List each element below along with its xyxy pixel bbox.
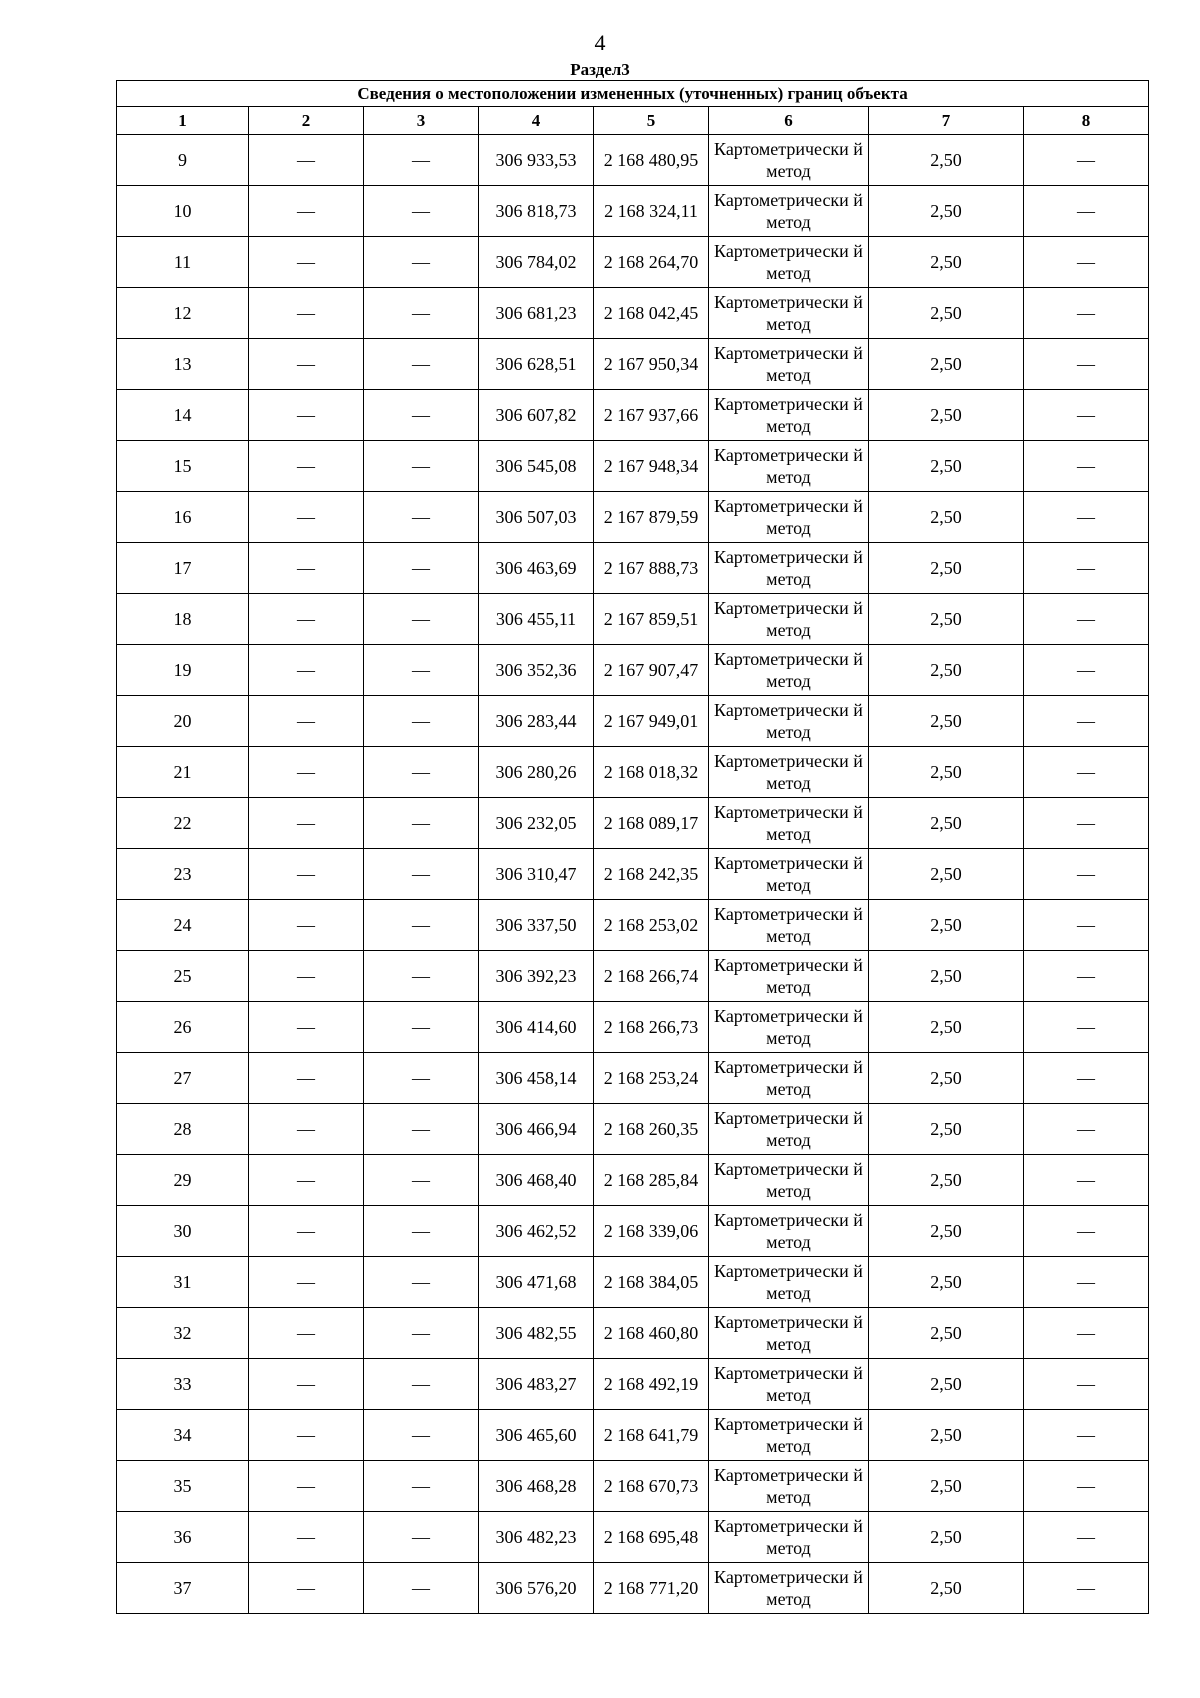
dash-cell: —	[1024, 900, 1149, 951]
point-number-cell: 21	[117, 747, 249, 798]
accuracy-cell: 2,50	[869, 747, 1024, 798]
dash-cell: —	[364, 1002, 479, 1053]
accuracy-cell: 2,50	[869, 849, 1024, 900]
x-coordinate-cell: 306 310,47	[479, 849, 594, 900]
column-number: 1	[117, 107, 249, 135]
method-cell: Картометрически й метод	[709, 1206, 869, 1257]
method-cell: Картометрически й метод	[709, 1257, 869, 1308]
dash-cell: —	[364, 390, 479, 441]
dash-cell: —	[1024, 1104, 1149, 1155]
point-number-cell: 12	[117, 288, 249, 339]
accuracy-cell: 2,50	[869, 339, 1024, 390]
method-cell: Картометрически й метод	[709, 339, 869, 390]
dash-cell: —	[249, 696, 364, 747]
dash-cell: —	[1024, 237, 1149, 288]
point-number-cell: 30	[117, 1206, 249, 1257]
point-number-cell: 36	[117, 1512, 249, 1563]
point-number-cell: 16	[117, 492, 249, 543]
dash-cell: —	[1024, 1308, 1149, 1359]
dash-cell: —	[1024, 543, 1149, 594]
y-coordinate-cell: 2 168 460,80	[594, 1308, 709, 1359]
x-coordinate-cell: 306 414,60	[479, 1002, 594, 1053]
y-coordinate-cell: 2 168 670,73	[594, 1461, 709, 1512]
point-number-cell: 35	[117, 1461, 249, 1512]
y-coordinate-cell: 2 167 879,59	[594, 492, 709, 543]
point-number-cell: 11	[117, 237, 249, 288]
x-coordinate-cell: 306 468,40	[479, 1155, 594, 1206]
table-row	[117, 645, 1149, 696]
x-coordinate-cell: 306 352,36	[479, 645, 594, 696]
dash-cell: —	[364, 849, 479, 900]
table-row	[117, 1461, 1149, 1512]
table-row	[117, 1155, 1149, 1206]
point-number-cell: 17	[117, 543, 249, 594]
point-number-cell: 29	[117, 1155, 249, 1206]
column-number: 7	[869, 107, 1024, 135]
y-coordinate-cell: 2 168 089,17	[594, 798, 709, 849]
x-coordinate-cell: 306 507,03	[479, 492, 594, 543]
dash-cell: —	[249, 288, 364, 339]
dash-cell: —	[249, 1512, 364, 1563]
accuracy-cell: 2,50	[869, 798, 1024, 849]
accuracy-cell: 2,50	[869, 1155, 1024, 1206]
x-coordinate-cell: 306 471,68	[479, 1257, 594, 1308]
table-row	[117, 747, 1149, 798]
table-row	[117, 849, 1149, 900]
x-coordinate-cell: 306 337,50	[479, 900, 594, 951]
dash-cell: —	[364, 492, 479, 543]
y-coordinate-cell: 2 167 949,01	[594, 696, 709, 747]
accuracy-cell: 2,50	[869, 1206, 1024, 1257]
dash-cell: —	[249, 1410, 364, 1461]
dash-cell: —	[364, 1053, 479, 1104]
accuracy-cell: 2,50	[869, 645, 1024, 696]
dash-cell: —	[1024, 594, 1149, 645]
dash-cell: —	[364, 237, 479, 288]
method-cell: Картометрически й метод	[709, 390, 869, 441]
table-row	[117, 1410, 1149, 1461]
column-number-row	[117, 107, 1149, 135]
table-row	[117, 798, 1149, 849]
dash-cell: —	[1024, 951, 1149, 1002]
table-row	[117, 441, 1149, 492]
method-cell: Картометрически й метод	[709, 1359, 869, 1410]
y-coordinate-cell: 2 168 253,02	[594, 900, 709, 951]
table-row	[117, 1104, 1149, 1155]
dash-cell: —	[1024, 135, 1149, 186]
dash-cell: —	[249, 1461, 364, 1512]
accuracy-cell: 2,50	[869, 288, 1024, 339]
x-coordinate-cell: 306 462,52	[479, 1206, 594, 1257]
dash-cell: —	[249, 1308, 364, 1359]
dash-cell: —	[364, 543, 479, 594]
dash-cell: —	[364, 1410, 479, 1461]
dash-cell: —	[249, 186, 364, 237]
y-coordinate-cell: 2 168 018,32	[594, 747, 709, 798]
point-number-cell: 9	[117, 135, 249, 186]
method-cell: Картометрически й метод	[709, 1053, 869, 1104]
column-number: 3	[364, 107, 479, 135]
table-row	[117, 1002, 1149, 1053]
point-number-cell: 13	[117, 339, 249, 390]
x-coordinate-cell: 306 466,94	[479, 1104, 594, 1155]
table-row	[117, 1563, 1149, 1614]
y-coordinate-cell: 2 167 907,47	[594, 645, 709, 696]
x-coordinate-cell: 306 628,51	[479, 339, 594, 390]
dash-cell: —	[249, 594, 364, 645]
dash-cell: —	[249, 1257, 364, 1308]
dash-cell: —	[364, 1206, 479, 1257]
x-coordinate-cell: 306 280,26	[479, 747, 594, 798]
method-cell: Картометрически й метод	[709, 1308, 869, 1359]
page-number: 4	[594, 30, 606, 55]
method-cell: Картометрически й метод	[709, 1512, 869, 1563]
point-number-cell: 19	[117, 645, 249, 696]
y-coordinate-cell: 2 168 324,11	[594, 186, 709, 237]
table-row	[117, 594, 1149, 645]
y-coordinate-cell: 2 168 480,95	[594, 135, 709, 186]
point-number-cell: 27	[117, 1053, 249, 1104]
x-coordinate-cell: 306 482,55	[479, 1308, 594, 1359]
dash-cell: —	[249, 900, 364, 951]
accuracy-cell: 2,50	[869, 1359, 1024, 1410]
dash-cell: —	[1024, 747, 1149, 798]
point-number-cell: 23	[117, 849, 249, 900]
table-row	[117, 696, 1149, 747]
y-coordinate-cell: 2 168 266,73	[594, 1002, 709, 1053]
dash-cell: —	[364, 186, 479, 237]
method-cell: Картометрически й метод	[709, 288, 869, 339]
y-coordinate-cell: 2 168 695,48	[594, 1512, 709, 1563]
dash-cell: —	[1024, 1155, 1149, 1206]
dash-cell: —	[364, 441, 479, 492]
accuracy-cell: 2,50	[869, 696, 1024, 747]
x-coordinate-cell: 306 392,23	[479, 951, 594, 1002]
dash-cell: —	[1024, 1461, 1149, 1512]
dash-cell: —	[1024, 1410, 1149, 1461]
dash-cell: —	[1024, 1206, 1149, 1257]
table-row	[117, 1308, 1149, 1359]
x-coordinate-cell: 306 468,28	[479, 1461, 594, 1512]
dash-cell: —	[249, 135, 364, 186]
accuracy-cell: 2,50	[869, 543, 1024, 594]
accuracy-cell: 2,50	[869, 1002, 1024, 1053]
table-row	[117, 135, 1149, 186]
dash-cell: —	[1024, 339, 1149, 390]
dash-cell: —	[249, 543, 364, 594]
x-coordinate-cell: 306 483,27	[479, 1359, 594, 1410]
x-coordinate-cell: 306 607,82	[479, 390, 594, 441]
point-number-cell: 20	[117, 696, 249, 747]
table-row	[117, 237, 1149, 288]
method-cell: Картометрически й метод	[709, 1155, 869, 1206]
dash-cell: —	[249, 645, 364, 696]
dash-cell: —	[364, 1104, 479, 1155]
dash-cell: —	[364, 1155, 479, 1206]
y-coordinate-cell: 2 168 253,24	[594, 1053, 709, 1104]
x-coordinate-cell: 306 283,44	[479, 696, 594, 747]
y-coordinate-cell: 2 168 266,74	[594, 951, 709, 1002]
table-row	[117, 390, 1149, 441]
x-coordinate-cell: 306 933,53	[479, 135, 594, 186]
method-cell: Картометрически й метод	[709, 951, 869, 1002]
accuracy-cell: 2,50	[869, 1512, 1024, 1563]
method-cell: Картометрически й метод	[709, 849, 869, 900]
table-row	[117, 186, 1149, 237]
table-row	[117, 543, 1149, 594]
point-number-cell: 15	[117, 441, 249, 492]
y-coordinate-cell: 2 168 285,84	[594, 1155, 709, 1206]
dash-cell: —	[364, 798, 479, 849]
dash-cell: —	[364, 594, 479, 645]
accuracy-cell: 2,50	[869, 1410, 1024, 1461]
table-row	[117, 1206, 1149, 1257]
dash-cell: —	[364, 645, 479, 696]
point-number-cell: 22	[117, 798, 249, 849]
method-cell: Картометрически й метод	[709, 1104, 869, 1155]
accuracy-cell: 2,50	[869, 441, 1024, 492]
section-title: Раздел3	[570, 60, 630, 79]
dash-cell: —	[364, 1563, 479, 1614]
dash-cell: —	[364, 135, 479, 186]
accuracy-cell: 2,50	[869, 1308, 1024, 1359]
dash-cell: —	[1024, 1257, 1149, 1308]
table-row	[117, 1359, 1149, 1410]
column-number: 2	[249, 107, 364, 135]
y-coordinate-cell: 2 167 948,34	[594, 441, 709, 492]
dash-cell: —	[249, 339, 364, 390]
dash-cell: —	[1024, 1359, 1149, 1410]
x-coordinate-cell: 306 455,11	[479, 594, 594, 645]
method-cell: Картометрически й метод	[709, 1461, 869, 1512]
method-cell: Картометрически й метод	[709, 645, 869, 696]
dash-cell: —	[364, 339, 479, 390]
coordinates-table	[116, 80, 1149, 1614]
dash-cell: —	[1024, 1563, 1149, 1614]
method-cell: Картометрически й метод	[709, 186, 869, 237]
dash-cell: —	[249, 1359, 364, 1410]
accuracy-cell: 2,50	[869, 492, 1024, 543]
accuracy-cell: 2,50	[869, 237, 1024, 288]
dash-cell: —	[249, 441, 364, 492]
accuracy-cell: 2,50	[869, 135, 1024, 186]
dash-cell: —	[249, 1053, 364, 1104]
table-row	[117, 339, 1149, 390]
point-number-cell: 28	[117, 1104, 249, 1155]
table-row	[117, 288, 1149, 339]
column-number: 8	[1024, 107, 1149, 135]
point-number-cell: 26	[117, 1002, 249, 1053]
accuracy-cell: 2,50	[869, 1461, 1024, 1512]
accuracy-cell: 2,50	[869, 1563, 1024, 1614]
y-coordinate-cell: 2 168 260,35	[594, 1104, 709, 1155]
dash-cell: —	[249, 951, 364, 1002]
method-cell: Картометрически й метод	[709, 492, 869, 543]
y-coordinate-cell: 2 168 771,20	[594, 1563, 709, 1614]
table-row	[117, 492, 1149, 543]
dash-cell: —	[364, 900, 479, 951]
x-coordinate-cell: 306 463,69	[479, 543, 594, 594]
method-cell: Картометрически й метод	[709, 1002, 869, 1053]
dash-cell: —	[1024, 1512, 1149, 1563]
accuracy-cell: 2,50	[869, 186, 1024, 237]
table-row	[117, 900, 1149, 951]
method-cell: Картометрически й метод	[709, 747, 869, 798]
table-row	[117, 951, 1149, 1002]
method-cell: Картометрически й метод	[709, 237, 869, 288]
accuracy-cell: 2,50	[869, 1257, 1024, 1308]
y-coordinate-cell: 2 168 042,45	[594, 288, 709, 339]
x-coordinate-cell: 306 818,73	[479, 186, 594, 237]
table-row	[117, 1053, 1149, 1104]
dash-cell: —	[1024, 186, 1149, 237]
point-number-cell: 25	[117, 951, 249, 1002]
x-coordinate-cell: 306 681,23	[479, 288, 594, 339]
dash-cell: —	[1024, 441, 1149, 492]
point-number-cell: 24	[117, 900, 249, 951]
y-coordinate-cell: 2 168 242,35	[594, 849, 709, 900]
method-cell: Картометрически й метод	[709, 798, 869, 849]
dash-cell: —	[249, 747, 364, 798]
point-number-cell: 10	[117, 186, 249, 237]
dash-cell: —	[1024, 492, 1149, 543]
point-number-cell: 18	[117, 594, 249, 645]
dash-cell: —	[249, 1563, 364, 1614]
accuracy-cell: 2,50	[869, 594, 1024, 645]
dash-cell: —	[364, 1308, 479, 1359]
dash-cell: —	[249, 1155, 364, 1206]
dash-cell: —	[1024, 1002, 1149, 1053]
table-body	[117, 135, 1149, 1614]
column-number: 5	[594, 107, 709, 135]
table-row	[117, 1257, 1149, 1308]
y-coordinate-cell: 2 168 264,70	[594, 237, 709, 288]
dash-cell: —	[364, 1512, 479, 1563]
dash-cell: —	[249, 1206, 364, 1257]
column-number: 6	[709, 107, 869, 135]
y-coordinate-cell: 2 167 950,34	[594, 339, 709, 390]
dash-cell: —	[1024, 645, 1149, 696]
y-coordinate-cell: 2 167 859,51	[594, 594, 709, 645]
point-number-cell: 33	[117, 1359, 249, 1410]
dash-cell: —	[364, 1461, 479, 1512]
dash-cell: —	[364, 1359, 479, 1410]
dash-cell: —	[249, 1104, 364, 1155]
dash-cell: —	[364, 288, 479, 339]
y-coordinate-cell: 2 167 888,73	[594, 543, 709, 594]
accuracy-cell: 2,50	[869, 1053, 1024, 1104]
accuracy-cell: 2,50	[869, 390, 1024, 441]
accuracy-cell: 2,50	[869, 900, 1024, 951]
y-coordinate-cell: 2 168 492,19	[594, 1359, 709, 1410]
y-coordinate-cell: 2 168 384,05	[594, 1257, 709, 1308]
y-coordinate-cell: 2 168 339,06	[594, 1206, 709, 1257]
dash-cell: —	[1024, 390, 1149, 441]
point-number-cell: 32	[117, 1308, 249, 1359]
x-coordinate-cell: 306 576,20	[479, 1563, 594, 1614]
method-cell: Картометрически й метод	[709, 1410, 869, 1461]
y-coordinate-cell: 2 168 641,79	[594, 1410, 709, 1461]
method-cell: Картометрически й метод	[709, 594, 869, 645]
dash-cell: —	[249, 798, 364, 849]
point-number-cell: 37	[117, 1563, 249, 1614]
dash-cell: —	[1024, 1053, 1149, 1104]
dash-cell: —	[364, 1257, 479, 1308]
dash-cell: —	[1024, 849, 1149, 900]
x-coordinate-cell: 306 482,23	[479, 1512, 594, 1563]
x-coordinate-cell: 306 465,60	[479, 1410, 594, 1461]
dash-cell: —	[364, 951, 479, 1002]
dash-cell: —	[364, 696, 479, 747]
method-cell: Картометрически й метод	[709, 696, 869, 747]
dash-cell: —	[364, 747, 479, 798]
point-number-cell: 31	[117, 1257, 249, 1308]
x-coordinate-cell: 306 232,05	[479, 798, 594, 849]
point-number-cell: 34	[117, 1410, 249, 1461]
dash-cell: —	[249, 1002, 364, 1053]
table-caption: Сведения о местоположении измененных (уточненных) границ объекта	[117, 81, 1149, 107]
method-cell: Картометрически й метод	[709, 1563, 869, 1614]
dash-cell: —	[1024, 696, 1149, 747]
dash-cell: —	[249, 492, 364, 543]
dash-cell: —	[1024, 288, 1149, 339]
method-cell: Картометрически й метод	[709, 441, 869, 492]
method-cell: Картометрически й метод	[709, 900, 869, 951]
accuracy-cell: 2,50	[869, 1104, 1024, 1155]
dash-cell: —	[249, 849, 364, 900]
x-coordinate-cell: 306 545,08	[479, 441, 594, 492]
x-coordinate-cell: 306 458,14	[479, 1053, 594, 1104]
y-coordinate-cell: 2 167 937,66	[594, 390, 709, 441]
column-number: 4	[479, 107, 594, 135]
method-cell: Картометрически й метод	[709, 135, 869, 186]
table-row	[117, 1512, 1149, 1563]
dash-cell: —	[249, 390, 364, 441]
dash-cell: —	[249, 237, 364, 288]
accuracy-cell: 2,50	[869, 951, 1024, 1002]
method-cell: Картометрически й метод	[709, 543, 869, 594]
x-coordinate-cell: 306 784,02	[479, 237, 594, 288]
point-number-cell: 14	[117, 390, 249, 441]
dash-cell: —	[1024, 798, 1149, 849]
